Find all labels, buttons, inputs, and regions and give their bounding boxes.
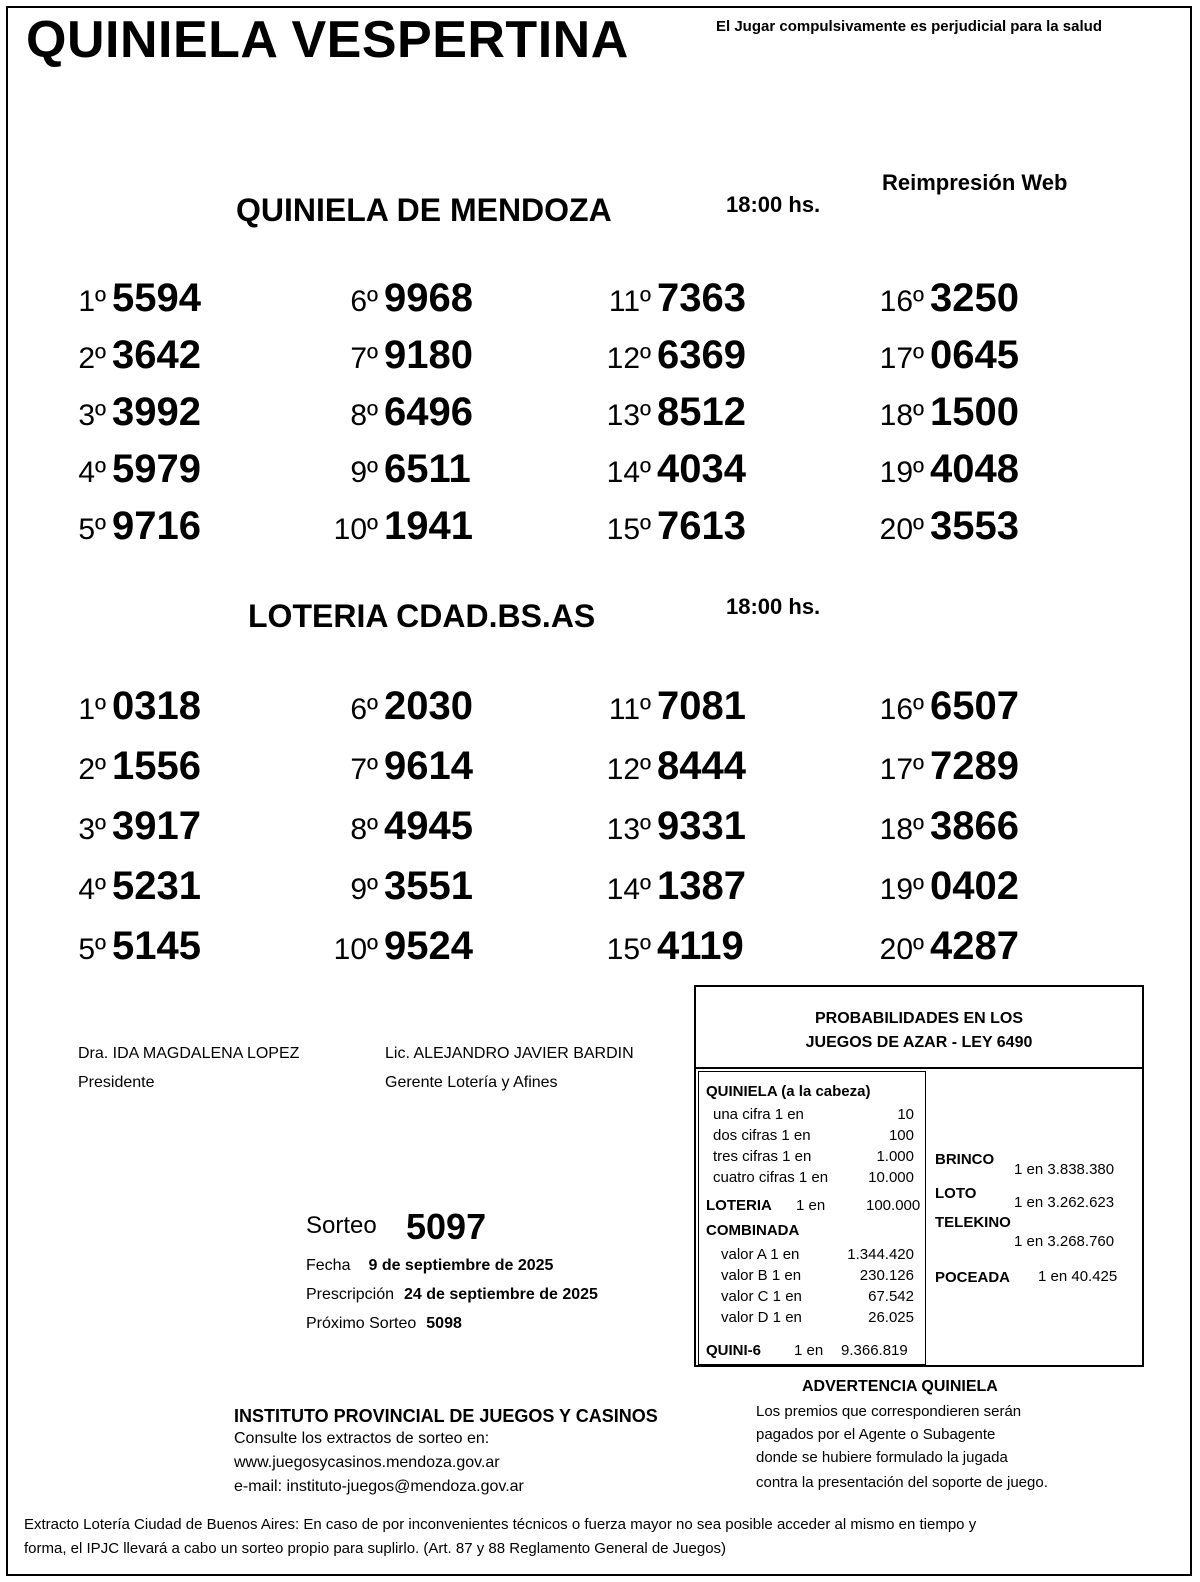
mendoza-position: 2º — [78, 342, 106, 375]
ciudad-result — [350, 866, 473, 906]
ciudad-result — [607, 806, 746, 846]
proximo-row — [306, 1315, 462, 1333]
mendoza-number: 6369 — [657, 333, 746, 377]
probabilities-box — [694, 985, 1144, 1367]
prescripcion-row — [306, 1286, 598, 1304]
ciudad-position: 9º — [350, 873, 378, 906]
institute-email-link[interactable]: e-mail: instituto-juegos@mendoza.gov.ar — [234, 1478, 524, 1495]
mendoza-number: 3553 — [930, 504, 1019, 548]
mendoza-result — [78, 278, 201, 318]
mendoza-position: 3º — [78, 399, 106, 432]
quiniela-prob-row-value: 10 — [897, 1106, 914, 1123]
advertencia-line: contra la presentación del soporte de juego. — [756, 1474, 1048, 1491]
mendoza-number: 7613 — [657, 504, 746, 548]
ciudad-number: 0402 — [930, 864, 1019, 908]
president-name: Dra. IDA MAGDALENA LOPEZ — [78, 1045, 300, 1062]
mendoza-result — [880, 506, 1019, 546]
ciudad-position: 16º — [879, 693, 924, 726]
combinada-prob-row-label: valor D 1 en — [721, 1309, 802, 1326]
ciudad-position: 3º — [78, 813, 106, 846]
mendoza-result — [334, 506, 473, 546]
probabilities-header — [696, 987, 1142, 1069]
ciudad-result — [880, 746, 1019, 786]
ciudad-position: 8º — [350, 813, 378, 846]
mendoza-number: 9968 — [384, 276, 473, 320]
ciudad-position: 18º — [879, 813, 924, 846]
ciudad-number: 3551 — [384, 864, 473, 908]
brinco-prob-value: 1 en 3.838.380 — [1014, 1161, 1115, 1178]
ciudad-position: 2º — [78, 753, 106, 786]
mendoza-position: 18º — [879, 399, 924, 432]
ciudad-time: 18:00 hs. — [726, 594, 821, 619]
mendoza-position: 14º — [606, 456, 651, 489]
ciudad-number: 9614 — [384, 744, 473, 788]
advertencia-line: pagados por el Agente o Subagente — [756, 1426, 996, 1443]
mendoza-number: 4034 — [657, 447, 746, 491]
mendoza-result — [78, 506, 201, 546]
mendoza-position: 12º — [606, 342, 651, 375]
manager-name: Lic. ALEJANDRO JAVIER BARDIN — [385, 1045, 634, 1062]
mendoza-result — [880, 392, 1019, 432]
ciudad-number: 0318 — [112, 684, 201, 728]
mendoza-number: 1941 — [384, 504, 473, 548]
ciudad-position: 4º — [78, 873, 106, 906]
ciudad-position: 17º — [879, 753, 924, 786]
combinada-prob-row-label: valor B 1 en — [721, 1267, 802, 1284]
combinada-prob-row-label: valor C 1 en — [721, 1288, 802, 1305]
ciudad-position: 6º — [350, 693, 378, 726]
combinada-prob-row-value: 1.344.420 — [847, 1246, 914, 1263]
ciudad-number: 4119 — [657, 924, 744, 968]
telekino-prob-value: 1 en 3.268.760 — [1014, 1233, 1115, 1250]
manager-role: Gerente Lotería y Afines — [385, 1074, 558, 1091]
telekino-prob-label: TELEKINO — [935, 1214, 1011, 1231]
footer-line1: Extracto Lotería Ciudad de Buenos Aires: En caso de por inconvenientes técnicos o fuerza mayor no sea posible acceder al mismo en tiempo y — [24, 1516, 977, 1533]
mendoza-position: 10º — [333, 513, 378, 546]
loto-prob-label: LOTO — [935, 1185, 977, 1202]
mendoza-result — [609, 278, 746, 318]
probabilities-header-line1: PROBABILIDADES EN LOS — [814, 1010, 1023, 1027]
mendoza-position: 4º — [78, 456, 106, 489]
ciudad-position: 1º — [78, 693, 106, 726]
brinco-prob-label: BRINCO — [935, 1151, 995, 1168]
president-role: Presidente — [78, 1074, 155, 1091]
mendoza-position: 19º — [879, 456, 924, 489]
mendoza-result — [607, 449, 746, 489]
ciudad-number: 7289 — [930, 744, 1019, 788]
mendoza-result — [607, 335, 746, 375]
ciudad-title: LOTERIA CDAD.BS.AS — [248, 598, 596, 634]
ciudad-number: 4287 — [930, 924, 1019, 968]
ciudad-result — [350, 806, 473, 846]
mendoza-number: 9180 — [384, 333, 473, 377]
ciudad-result — [607, 746, 746, 786]
ciudad-result — [607, 926, 744, 966]
mendoza-result — [350, 449, 470, 489]
mendoza-time: 18:00 hs. — [726, 192, 821, 217]
advertencia-title: ADVERTENCIA QUINIELA — [802, 1378, 998, 1395]
mendoza-number: 0645 — [930, 333, 1019, 377]
mendoza-position: 8º — [350, 399, 378, 432]
mendoza-result — [880, 449, 1019, 489]
mendoza-result — [78, 449, 201, 489]
ciudad-position: 5º — [78, 933, 106, 966]
mendoza-number: 5594 — [112, 276, 201, 320]
institute-website-link[interactable]: www.juegosycasinos.mendoza.gov.ar — [234, 1454, 500, 1471]
mendoza-position: 7º — [350, 342, 378, 375]
ciudad-position: 13º — [606, 813, 651, 846]
mendoza-number: 8512 — [657, 390, 746, 434]
prescripcion-value: 24 de septiembre de 2025 — [404, 1286, 598, 1303]
ciudad-number: 7081 — [657, 684, 746, 728]
advertencia-line: donde se hubiere formulado la jugada — [756, 1449, 1008, 1466]
mendoza-result — [350, 335, 473, 375]
combinada-prob-title: COMBINADA — [706, 1222, 800, 1239]
ciudad-position: 7º — [350, 753, 378, 786]
loteria-prob-label: LOTERIA — [706, 1197, 772, 1214]
ciudad-position: 12º — [606, 753, 651, 786]
mendoza-number: 6496 — [384, 390, 473, 434]
loto-prob-value: 1 en 3.262.623 — [1014, 1194, 1115, 1211]
combinada-prob-row-value: 26.025 — [868, 1309, 914, 1326]
ciudad-position: 10º — [333, 933, 378, 966]
fecha-row — [306, 1257, 553, 1275]
ciudad-number: 9331 — [657, 804, 746, 848]
mendoza-number: 3992 — [112, 390, 201, 434]
ciudad-number: 8444 — [657, 744, 746, 788]
ciudad-number: 4945 — [384, 804, 473, 848]
ciudad-position: 11º — [608, 693, 651, 726]
probabilities-header-line2: JUEGOS DE AZAR - LEY 6490 — [805, 1034, 1033, 1051]
mendoza-result — [607, 392, 746, 432]
ciudad-number: 1556 — [112, 744, 201, 788]
mendoza-result — [880, 335, 1019, 375]
ciudad-number: 3917 — [112, 804, 201, 848]
fecha-value: 9 de septiembre de 2025 — [368, 1257, 554, 1274]
quiniela-prob-row-label: una cifra 1 en — [713, 1106, 804, 1123]
ciudad-number: 5145 — [112, 924, 201, 968]
ciudad-result — [880, 686, 1019, 726]
mendoza-result — [607, 506, 746, 546]
ciudad-result — [334, 926, 473, 966]
ciudad-result — [880, 926, 1019, 966]
fecha-label: Fecha — [306, 1257, 351, 1274]
quini6-prob-label: QUINI-6 — [706, 1342, 762, 1359]
ciudad-result — [607, 866, 746, 906]
ciudad-number: 2030 — [384, 684, 473, 728]
mendoza-position: 11º — [608, 285, 651, 318]
institute-title: INSTITUTO PROVINCIAL DE JUEGOS Y CASINOS — [234, 1406, 658, 1426]
quini6-prob-value: 9.366.819 — [841, 1342, 908, 1359]
combinada-prob-row-label: valor A 1 en — [721, 1246, 800, 1263]
ciudad-position: 19º — [879, 873, 924, 906]
mendoza-title: QUINIELA DE MENDOZA — [236, 192, 612, 228]
mendoza-number: 5979 — [112, 447, 201, 491]
ciudad-result — [350, 746, 473, 786]
ciudad-result — [880, 806, 1019, 846]
ciudad-result — [78, 686, 201, 726]
ciudad-result — [78, 866, 201, 906]
poceada-prob-label: POCEADA — [935, 1269, 1011, 1286]
quiniela-prob-row-label: tres cifras 1 en — [713, 1148, 812, 1165]
mendoza-position: 13º — [606, 399, 651, 432]
quiniela-prob-row-value: 10.000 — [868, 1169, 914, 1186]
mendoza-number: 1500 — [930, 390, 1019, 434]
mendoza-position: 16º — [879, 285, 924, 318]
quiniela-prob-row-value: 1.000 — [876, 1148, 914, 1165]
mendoza-number: 9716 — [112, 504, 201, 548]
mendoza-position: 5º — [78, 513, 106, 546]
prescripcion-label: Prescripción — [306, 1286, 395, 1303]
proximo-value: 5098 — [426, 1315, 462, 1332]
quiniela-prob-title: QUINIELA (a la cabeza) — [706, 1083, 871, 1100]
sorteo-number: 5097 — [406, 1206, 487, 1247]
ciudad-position: 15º — [606, 933, 651, 966]
mendoza-position: 1º — [78, 285, 106, 318]
ciudad-position: 20º — [879, 933, 924, 966]
advertencia-line: Los premios que correspondieren serán — [756, 1403, 1022, 1420]
sorteo-label: Sorteo — [306, 1212, 377, 1239]
combinada-prob-row-value: 230.126 — [859, 1267, 914, 1284]
mendoza-result — [78, 392, 201, 432]
quiniela-prob-row-value: 100 — [888, 1127, 914, 1144]
quini6-prob-text: 1 en — [794, 1342, 824, 1359]
ciudad-number: 3866 — [930, 804, 1019, 848]
mendoza-position: 15º — [606, 513, 651, 546]
page-title: QUINIELA VESPERTINA — [26, 11, 629, 69]
mendoza-position: 9º — [350, 456, 378, 489]
ciudad-result — [880, 866, 1019, 906]
ciudad-result — [609, 686, 746, 726]
mendoza-result — [350, 392, 473, 432]
ciudad-result — [350, 686, 473, 726]
ciudad-number: 5231 — [112, 864, 201, 908]
combinada-prob-row-value: 67.542 — [868, 1288, 914, 1305]
loteria-prob-text: 1 en — [796, 1197, 826, 1214]
mendoza-position: 6º — [350, 285, 378, 318]
mendoza-number: 4048 — [930, 447, 1019, 491]
proximo-label: Próximo Sorteo — [306, 1315, 417, 1332]
mendoza-result — [880, 278, 1019, 318]
loteria-prob-value: 100.000 — [866, 1197, 921, 1214]
poceada-prob-value: 1 en 40.425 — [1038, 1268, 1118, 1285]
mendoza-position: 17º — [879, 342, 924, 375]
mendoza-number: 6511 — [384, 447, 471, 491]
mendoza-result — [350, 278, 473, 318]
ciudad-result — [78, 806, 201, 846]
ciudad-number: 6507 — [930, 684, 1019, 728]
ciudad-number: 9524 — [384, 924, 473, 968]
health-warning: El Jugar compulsivamente es perjudicial para la salud — [716, 18, 1102, 35]
ciudad-position: 14º — [606, 873, 651, 906]
mendoza-result — [78, 335, 201, 375]
mendoza-number: 3642 — [112, 333, 201, 377]
ciudad-result — [78, 746, 201, 786]
quiniela-prob-row-label: cuatro cifras 1 en — [713, 1169, 829, 1186]
mendoza-position: 20º — [879, 513, 924, 546]
mendoza-number: 7363 — [657, 276, 746, 320]
mendoza-number: 3250 — [930, 276, 1019, 320]
institute-consult: Consulte los extractos de sorteo en: — [234, 1430, 490, 1447]
footer-line2: forma, el IPJC llevará a cabo un sorteo propio para suplirlo. (Art. 87 y 88 Reglamento General de Juegos) — [24, 1540, 727, 1557]
ciudad-number: 1387 — [657, 864, 746, 908]
reprint-label: Reimpresión Web — [882, 170, 1068, 195]
ciudad-result — [78, 926, 201, 966]
quiniela-prob-row-label: dos cifras 1 en — [713, 1127, 811, 1144]
